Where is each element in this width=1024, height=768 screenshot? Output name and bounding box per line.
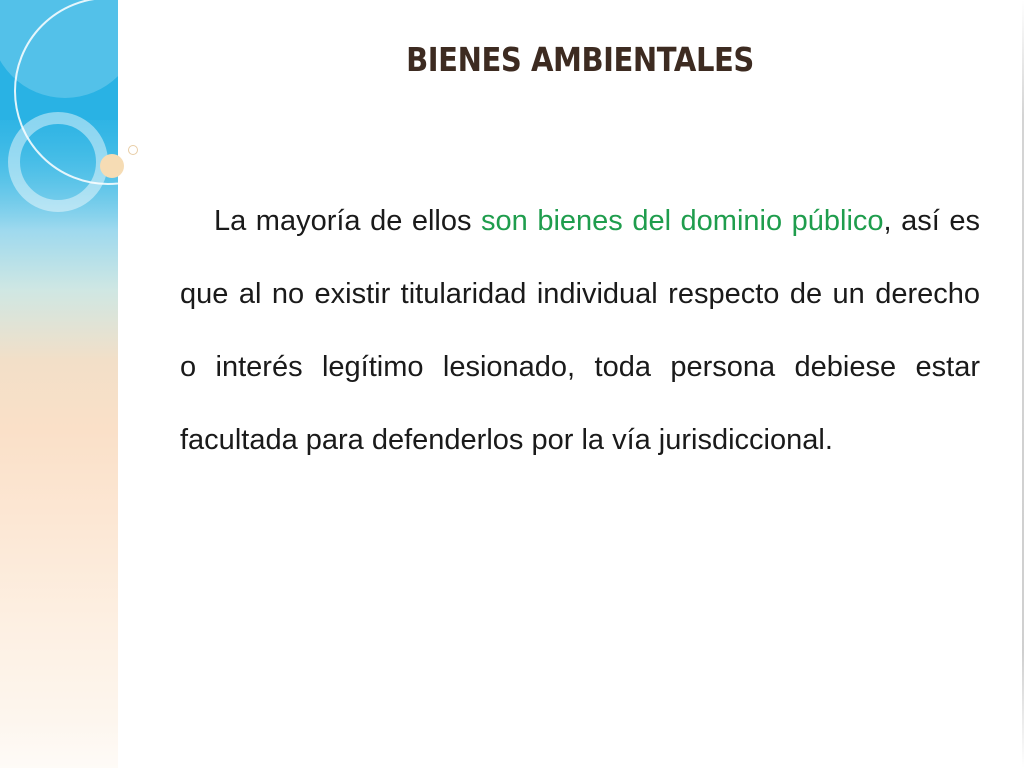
band-filled-dot-shape (100, 154, 124, 178)
body-text-part-2: , así es que al no existir titularidad individual respecto de un derecho o interés legítimo lesionado, toda persona debiese estar facultada para defenderlos por la vía jurisdiccional. (180, 205, 980, 456)
band-outline-dot-shape (128, 145, 138, 155)
slide-body (180, 185, 980, 477)
slide-title: BIENES AMBIENTALES (406, 40, 754, 79)
body-highlight-phrase: son bienes del dominio público (481, 205, 884, 237)
decorative-side-band (0, 0, 118, 768)
band-small-ring-shape (8, 112, 108, 212)
body-text-part-1: La mayoría de ellos (214, 205, 482, 237)
